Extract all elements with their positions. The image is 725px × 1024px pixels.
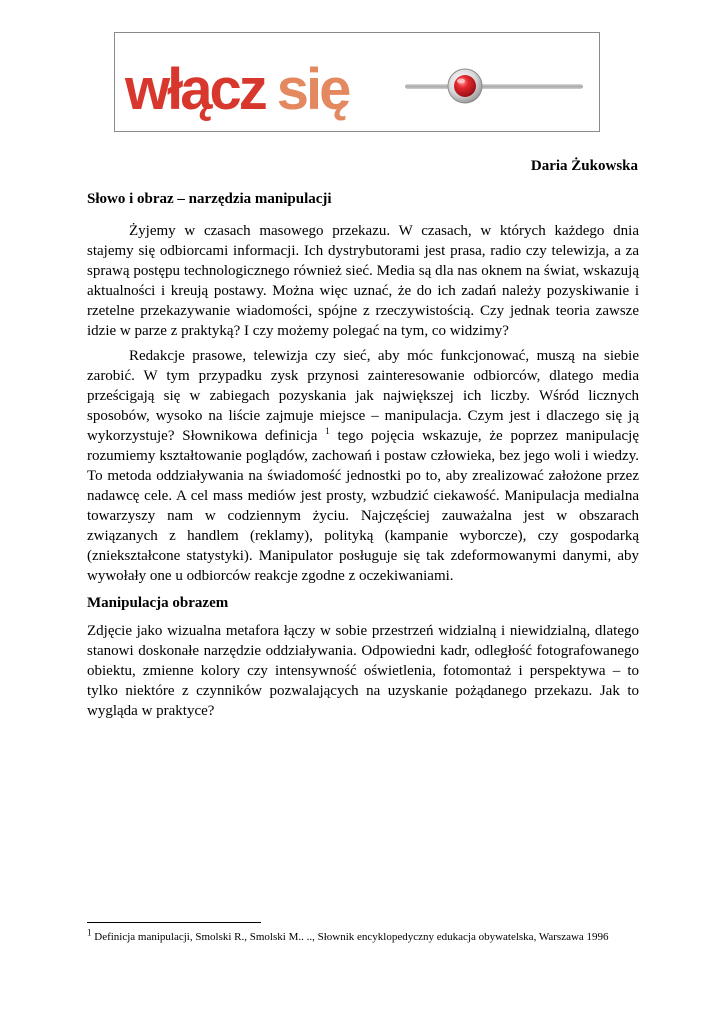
paragraph-image-manipulation: Zdjęcie jako wizualna metafora łączy w sobie przestrzeń widzialną i niewidzialną, dlatego stanowi doskonałe narzędzie oddziaływania. Odpowiedni kadr, odległość fotografowanego obiektu, zmienne kolory czy intensywność oświetlenia, fotomontaż i perspektywa – to tylko niektóre z czynników pozwalających na uzyskanie pożądanego przekazu. Jak to wygląda w praktyce? <box>87 623 639 719</box>
logo-text <box>124 57 350 122</box>
author-name: Daria Żukowska <box>530 158 638 174</box>
footnote-number: 1 <box>87 927 92 938</box>
footnote-divider <box>87 922 261 923</box>
slider-knob-icon <box>448 69 482 103</box>
footnote <box>87 927 647 944</box>
section-heading: Manipulacja obrazem <box>87 595 229 611</box>
logo-header <box>114 32 600 132</box>
footnote-text: Definicja manipulacji, Smolski R., Smolski M.. .., Słownik encyklopedyczny edukacja obywatelska, Warszawa 1996 <box>91 931 609 943</box>
logo-word-sie: się <box>276 57 349 122</box>
footnote-reference: 1 <box>325 426 330 436</box>
article-title: Słowo i obraz – narzędzia manipulacji <box>87 191 332 207</box>
paragraph-text-part: tego pojęcia wskazuje, że poprzez manipulację rozumiemy kształtowanie poglądów, zachowań i postaw człowieka, bez jego woli i wiedzy. To metoda oddziaływania na świadomość jednostki po to, aby zrealizować założone przez nadawcę cele. A cel mass mediów jest prosty, wzbudzić ciekawość. Manipulacja medialna towarzyszy nam w codziennym życiu. Najczęściej zauważalna jest w obszarach związanych z handlem (reklamy), polityką (kampanie wyborcze), czy gospodarką (zniekształcone statystyki). Manipulator posługuje się tak zdeformowanymi danymi, aby wywołały one u odbiorców reakcje zgodne z oczekiwaniami. <box>87 428 639 584</box>
paragraph-intro: Żyjemy w czasach masowego przekazu. W czasach, w których każdego dnia stajemy się odbiorcami informacji. Ich dystrybutorami jest prasa, radio czy telewizja, a za sprawą postępu technologicznego również sieć. Media są dla nas oknem na świat, wskazują aktualności i kreują postawy. Można więc uznać, że do ich zadań należy pozyskiwanie i rzetelne przekazywanie wiadomości, spójne z rzeczywistością. Czy jednak teoria zawsze idzie w parze z praktyką? I czy możemy polegać na tym, co widzimy? <box>87 223 639 339</box>
logo-word-wlacz: włącz <box>125 57 265 122</box>
slider-track <box>405 84 583 89</box>
paragraph-manipulation <box>87 346 639 586</box>
logo-graphic <box>115 33 601 133</box>
paragraph-text-part: Redakcje prasowe, telewizja czy sieć, aby móc funkcjonować, muszą na siebie zarobić. W tym przypadku zysk przynosi zainteresowanie odbiorców, dlatego media prześcigają się w zabiegach pozyskania jak największej ich liczby. Wśród licznych sposobów, wysoko na liście zajmuje miejsce – manipulacja. Czym jest i dlaczego się ją wykorzystuje? Słownikowa definicja <box>87 348 639 444</box>
